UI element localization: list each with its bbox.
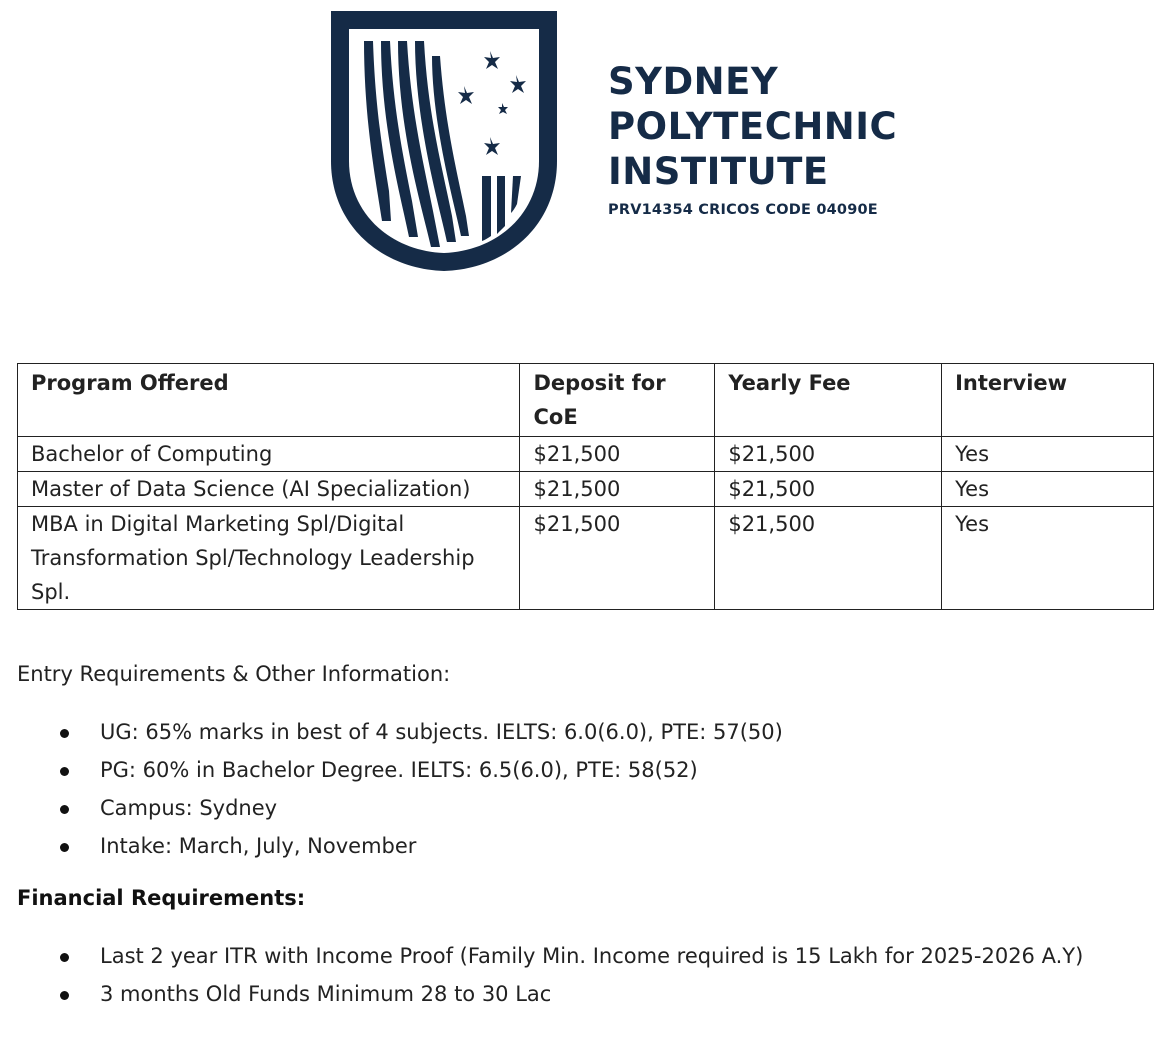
list-item [52, 717, 783, 755]
bullet-icon [60, 729, 69, 738]
brand-text [608, 59, 897, 218]
header-yearly-fee: Yearly Fee [715, 364, 942, 437]
programs-table [17, 363, 1154, 610]
interview-value: Yes [942, 437, 1154, 472]
brand-line-2: POLYTECHNIC [608, 105, 898, 148]
table-row [18, 472, 1154, 507]
header-interview: Interview [942, 364, 1154, 437]
fee-value: $21,500 [715, 437, 942, 472]
shield-emblem-icon [331, 11, 557, 273]
program-name: Master of Data Science (AI Specialization) [18, 472, 520, 507]
financial-requirements-heading: Financial Requirements: [17, 886, 306, 910]
entry-requirements-heading: Entry Requirements & Other Information: [17, 662, 451, 686]
institute-logo [331, 11, 931, 273]
header-program: Program Offered [18, 364, 520, 437]
fee-value: $21,500 [715, 507, 942, 610]
list-item [52, 831, 783, 869]
entry-requirements-list [52, 717, 783, 869]
bullet-icon [60, 843, 69, 852]
list-item-text: Last 2 year ITR with Income Proof (Family Min. Income required is 15 Lakh for 2025-2026 A.Y) [100, 944, 1084, 968]
bullet-icon [60, 991, 69, 1000]
fee-value: $21,500 [715, 472, 942, 507]
deposit-value: $21,500 [520, 472, 715, 507]
bullet-icon [60, 767, 69, 776]
brand-line-1: SYDNEY [608, 60, 779, 103]
financial-requirements-list [52, 941, 1083, 1017]
list-item [52, 755, 783, 793]
table-row [18, 507, 1154, 610]
deposit-value: $21,500 [520, 437, 715, 472]
interview-value: Yes [942, 472, 1154, 507]
interview-value: Yes [942, 507, 1154, 610]
program-name: MBA in Digital Marketing Spl/Digital Transformation Spl/Technology Leadership Spl. [18, 507, 520, 610]
list-item-text: UG: 65% marks in best of 4 subjects. IELTS: 6.0(6.0), PTE: 57(50) [100, 720, 783, 744]
list-item-text: Campus: Sydney [100, 796, 278, 820]
list-item [52, 941, 1083, 979]
program-name: Bachelor of Computing [18, 437, 520, 472]
table-header-row [18, 364, 1154, 437]
list-item-text: Intake: March, July, November [100, 834, 417, 858]
table-row [18, 437, 1154, 472]
brand-line-3: INSTITUTE [608, 150, 829, 193]
list-item [52, 793, 783, 831]
deposit-value: $21,500 [520, 507, 715, 610]
list-item [52, 979, 1083, 1017]
list-item-text: 3 months Old Funds Minimum 28 to 30 Lac [100, 982, 552, 1006]
cricos-code: PRV14354 CRICOS CODE 04090E [608, 202, 878, 218]
list-item-text: PG: 60% in Bachelor Degree. IELTS: 6.5(6.0), PTE: 58(52) [100, 758, 698, 782]
bullet-icon [60, 953, 69, 962]
bullet-icon [60, 805, 69, 814]
header-deposit: Deposit for CoE [520, 364, 715, 437]
